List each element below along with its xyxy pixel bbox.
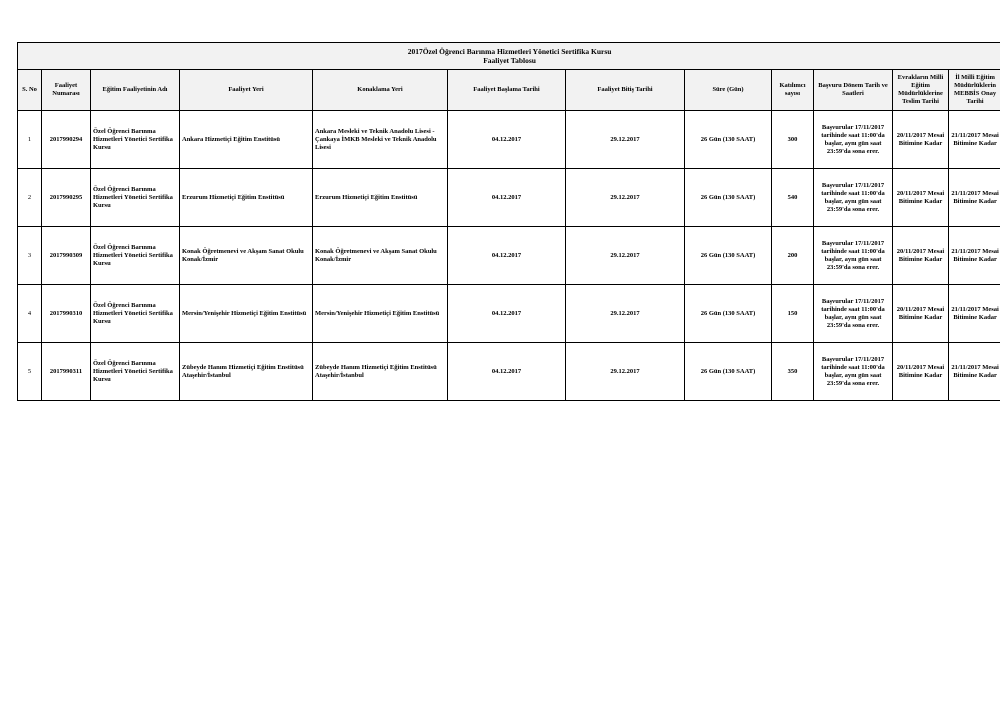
cell-katilimci: 300 [772, 111, 814, 169]
cell-sno: 2 [18, 169, 42, 227]
cell-faaliyet-yeri: Erzurum Hizmetiçi Eğitim Enstitüsü [180, 169, 313, 227]
table-row [18, 169, 1000, 227]
cell-baslama: 04.12.2017 [448, 285, 566, 343]
cell-faaliyet-no: 2017990294 [42, 111, 91, 169]
cell-egitim-adi: Özel Öğrenci Barınma Hizmetleri Yönetici Sertifika Kursu [91, 343, 180, 401]
header-onay: İl Milli Eğitim Müdürlüklerin MEBBİS Onay Tarihi [949, 70, 1000, 111]
cell-baslama: 04.12.2017 [448, 111, 566, 169]
cell-katilimci: 350 [772, 343, 814, 401]
table-row [18, 285, 1000, 343]
cell-sno: 3 [18, 227, 42, 285]
cell-faaliyet-no: 2017990311 [42, 343, 91, 401]
cell-baslama: 04.12.2017 [448, 169, 566, 227]
cell-faaliyet-no: 2017990309 [42, 227, 91, 285]
cell-egitim-adi: Özel Öğrenci Barınma Hizmetleri Yönetici Sertifika Kursu [91, 227, 180, 285]
header-sure: Süre (Gün) [685, 70, 772, 111]
cell-onay: 21/11/2017 Mesai Bitimine Kadar [949, 285, 1000, 343]
activity-table-sheet [17, 42, 1000, 401]
cell-katilimci: 200 [772, 227, 814, 285]
cell-sno: 4 [18, 285, 42, 343]
cell-basvuru: Başvurular 17/11/2017 tarihinde saat 11:00'da başlar, aynı gün saat 23:59'da sona erer. [814, 343, 893, 401]
cell-faaliyet-no: 2017990310 [42, 285, 91, 343]
cell-konaklama-yeri: Erzurum Hizmetiçi Eğitim Enstitüsü [313, 169, 448, 227]
cell-konaklama-yeri: Zübeyde Hanım Hizmetiçi Eğitim Enstitüsü Ataşehir/İstanbul [313, 343, 448, 401]
cell-baslama: 04.12.2017 [448, 227, 566, 285]
cell-evrak: 20/11/2017 Mesai Bitimine Kadar [893, 227, 949, 285]
cell-evrak: 20/11/2017 Mesai Bitimine Kadar [893, 343, 949, 401]
cell-evrak: 20/11/2017 Mesai Bitimine Kadar [893, 169, 949, 227]
cell-basvuru: Başvurular 17/11/2017 tarihinde saat 11:00'da başlar, aynı gün saat 23:59'da sona erer. [814, 227, 893, 285]
cell-faaliyet-yeri: Zübeyde Hanım Hizmetiçi Eğitim Enstitüsü Ataşehir/İstanbul [180, 343, 313, 401]
header-egitim-adi: Eğitim Faaliyetinin Adı [91, 70, 180, 111]
cell-onay: 21/11/2017 Mesai Bitimine Kadar [949, 343, 1000, 401]
cell-egitim-adi: Özel Öğrenci Barınma Hizmetleri Yönetici Sertifika Kursu [91, 285, 180, 343]
cell-egitim-adi: Özel Öğrenci Barınma Hizmetleri Yönetici Sertifika Kursu [91, 169, 180, 227]
cell-bitis: 29.12.2017 [566, 343, 685, 401]
table-row [18, 227, 1000, 285]
cell-sure: 26 Gün (130 SAAT) [685, 343, 772, 401]
cell-bitis: 29.12.2017 [566, 285, 685, 343]
cell-evrak: 20/11/2017 Mesai Bitimine Kadar [893, 285, 949, 343]
cell-faaliyet-yeri: Konak Öğretmenevi ve Akşam Sanat Okulu Konak/İzmir [180, 227, 313, 285]
cell-faaliyet-no: 2017990295 [42, 169, 91, 227]
cell-onay: 21/11/2017 Mesai Bitimine Kadar [949, 227, 1000, 285]
cell-konaklama-yeri: Konak Öğretmenevi ve Akşam Sanat Okulu Konak/İzmir [313, 227, 448, 285]
cell-evrak: 20/11/2017 Mesai Bitimine Kadar [893, 111, 949, 169]
header-katilimci: Katılımcı sayısı [772, 70, 814, 111]
cell-faaliyet-yeri: Ankara Hizmetiçi Eğitim Enstitüsü [180, 111, 313, 169]
cell-sure: 26 Gün (130 SAAT) [685, 111, 772, 169]
title-line-1: 2017Özel Öğrenci Barınma Hizmetleri Yönetici Sertifika Kursu [407, 47, 612, 56]
cell-basvuru: Başvurular 17/11/2017 tarihinde saat 11:00'da başlar, aynı gün saat 23:59'da sona erer. [814, 285, 893, 343]
header-konaklama-yeri: Konaklama Yeri [313, 70, 448, 111]
cell-onay: 21/11/2017 Mesai Bitimine Kadar [949, 169, 1000, 227]
cell-konaklama-yeri: Mersin/Yenişehir Hizmetiçi Eğitim Enstitüsü [313, 285, 448, 343]
table-title [18, 43, 1000, 70]
activity-table [17, 42, 1000, 401]
table-row [18, 111, 1000, 169]
header-bitis: Faaliyet Bitiş Tarihi [566, 70, 685, 111]
cell-sure: 26 Gün (130 SAAT) [685, 169, 772, 227]
cell-katilimci: 540 [772, 169, 814, 227]
cell-faaliyet-yeri: Mersin/Yenişehir Hizmetiçi Eğitim Enstitüsü [180, 285, 313, 343]
header-faaliyet-yeri: Faaliyet Yeri [180, 70, 313, 111]
cell-bitis: 29.12.2017 [566, 169, 685, 227]
header-basvuru: Başvuru Dönem Tarih ve Saatleri [814, 70, 893, 111]
cell-egitim-adi: Özel Öğrenci Barınma Hizmetleri Yönetici Sertifika Kursu [91, 111, 180, 169]
cell-sure: 26 Gün (130 SAAT) [685, 227, 772, 285]
cell-bitis: 29.12.2017 [566, 111, 685, 169]
cell-sno: 1 [18, 111, 42, 169]
cell-basvuru: Başvurular 17/11/2017 tarihinde saat 11:00'da başlar, aynı gün saat 23:59'da sona erer. [814, 111, 893, 169]
header-baslama: Faaliyet Başlama Tarihi [448, 70, 566, 111]
cell-bitis: 29.12.2017 [566, 227, 685, 285]
cell-katilimci: 150 [772, 285, 814, 343]
cell-sure: 26 Gün (130 SAAT) [685, 285, 772, 343]
header-row [18, 70, 1000, 111]
table-row [18, 343, 1000, 401]
header-sno: S. No [18, 70, 42, 111]
header-evrak: Evrakların Milli Eğitim Müdürlüklerine Teslim Tarihi [893, 70, 949, 111]
cell-baslama: 04.12.2017 [448, 343, 566, 401]
title-line-2: Faaliyet Tablosu [483, 56, 536, 65]
cell-sno: 5 [18, 343, 42, 401]
cell-basvuru: Başvurular 17/11/2017 tarihinde saat 11:00'da başlar, aynı gün saat 23:59'da sona erer. [814, 169, 893, 227]
cell-konaklama-yeri: Ankara Mesleki ve Teknik Anadolu Lisesi - Çankaya İMKB Mesleki ve Teknik Anadolu Lisesi [313, 111, 448, 169]
cell-onay: 21/11/2017 Mesai Bitimine Kadar [949, 111, 1000, 169]
header-faaliyet-no: Faaliyet Numarası [42, 70, 91, 111]
